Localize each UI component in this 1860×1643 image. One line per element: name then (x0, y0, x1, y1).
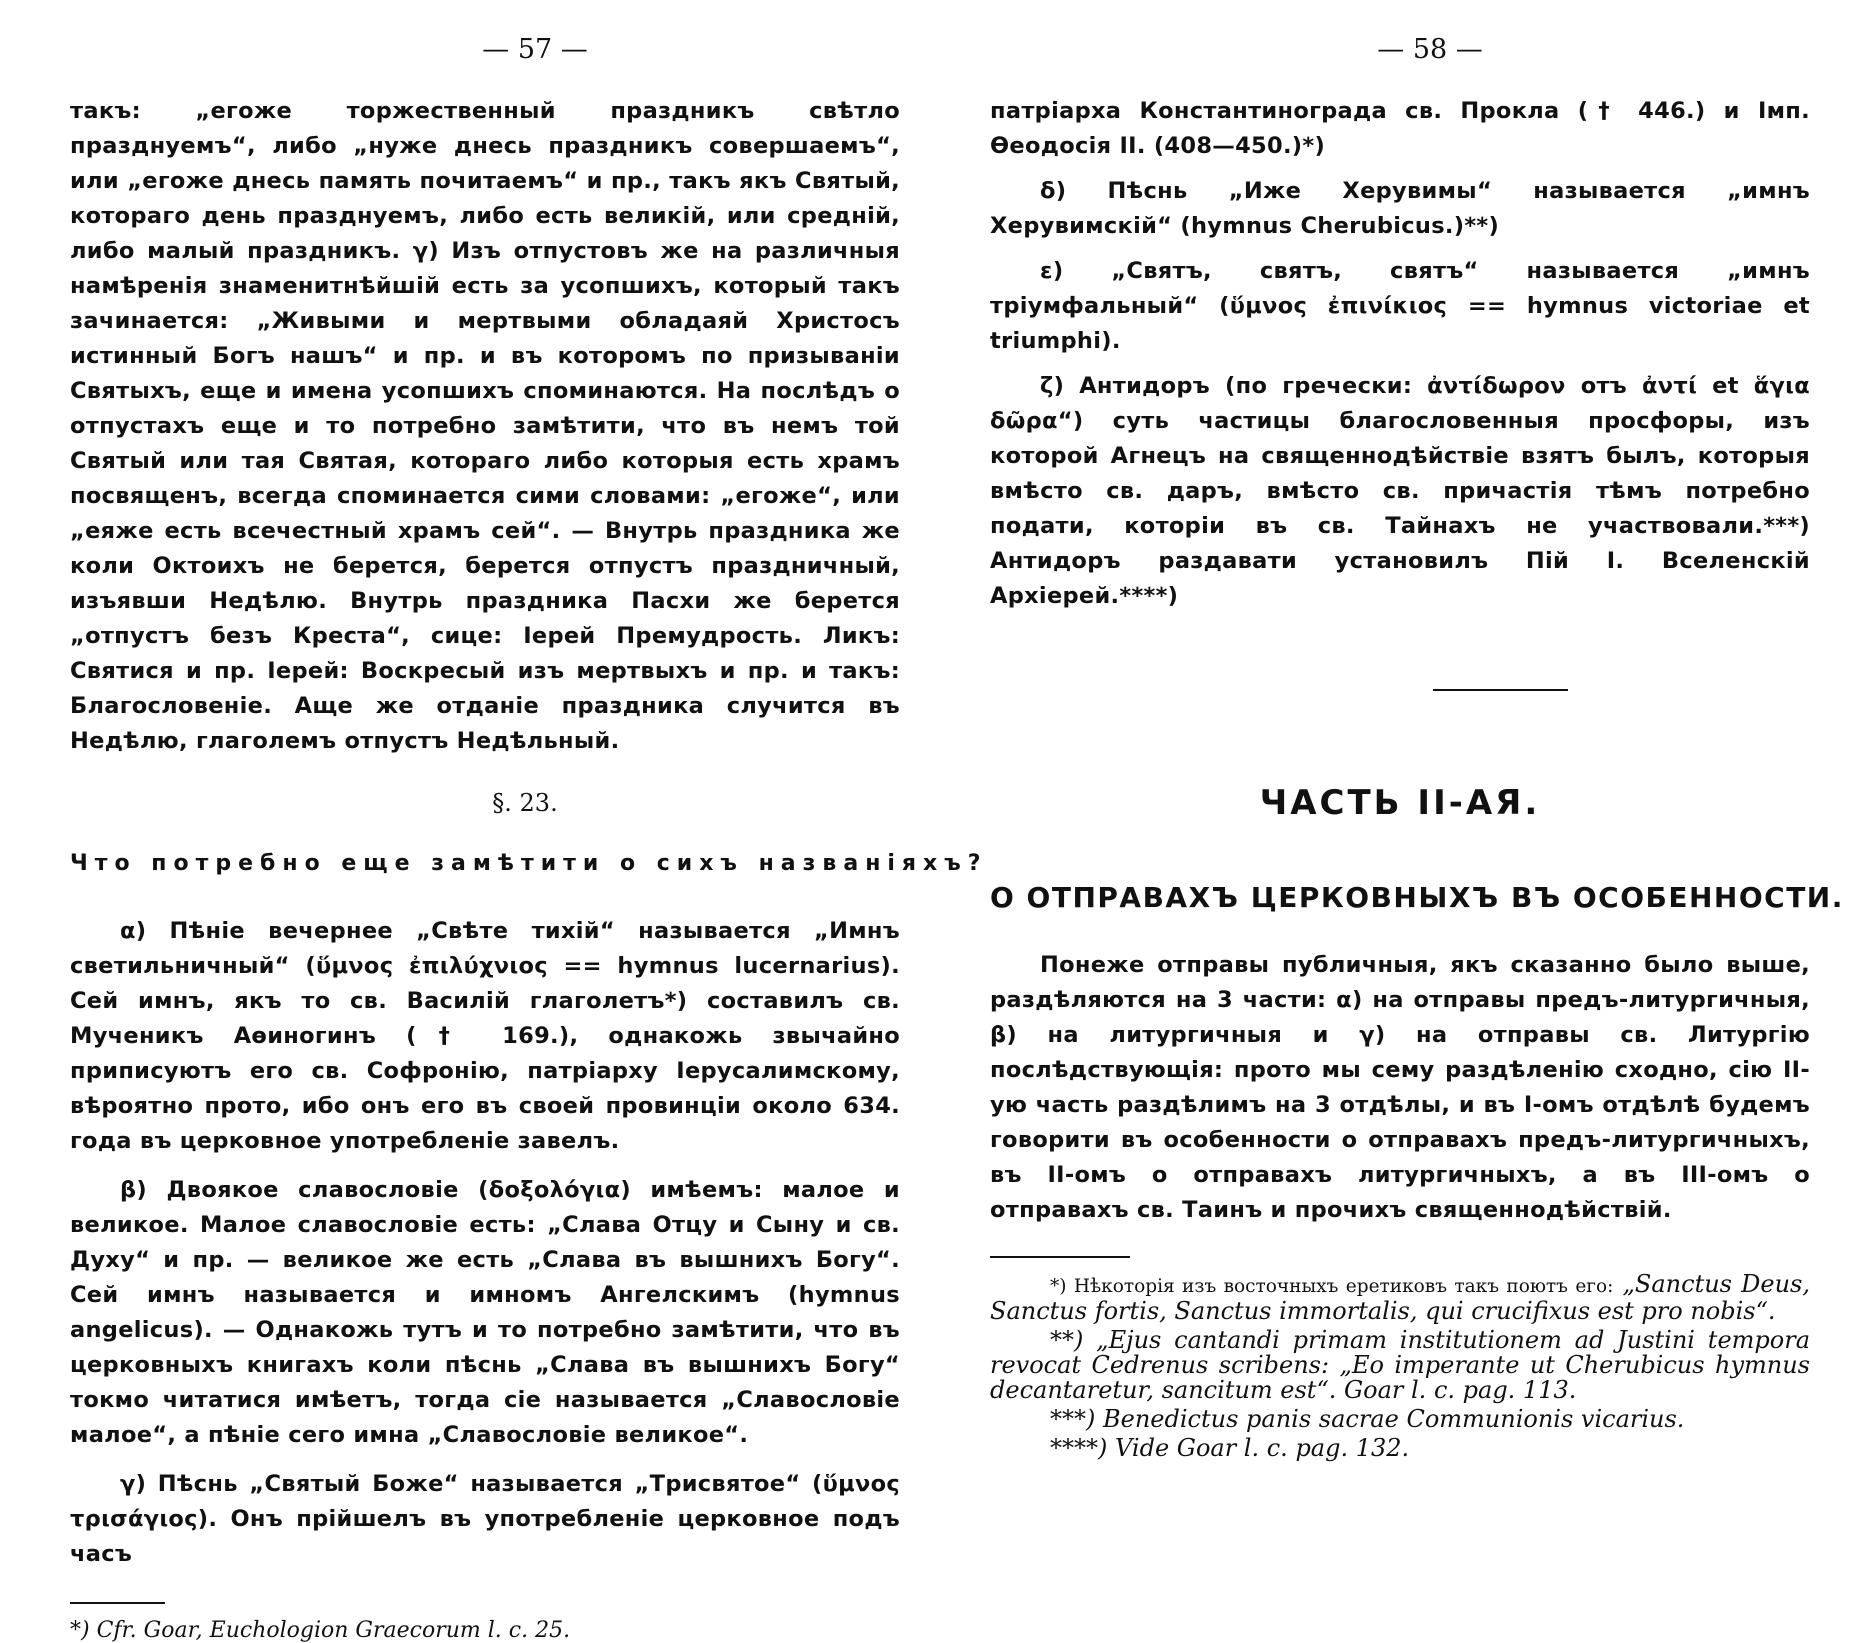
paragraph-gamma: γ) Пѣснь „Святый Боже“ называется „Трисвятое“ (ὕμνος τρισάγιος). Онъ прійшелъ въ употребленіе церковное подъ часъ (70, 1471, 900, 1567)
footnote-cut: *) Cfr. Goar, Euchologion Graecorum l. c. 25. (70, 1618, 571, 1643)
footnote-divider (70, 1602, 165, 1604)
paragraph-zeta: ζ) Антидоръ (по гречески: ἀντίδωρον отъ ἀντί et ἅγια δῶρα“) суть частицы благословенныя просфоры, изъ которой Агнецъ на священнодѣйствіе взятъ былъ, которыя вмѣсто св. даръ, вмѣсто св. причастія тѣмъ потребно подати, которіи въ св. Тайнахъ не участвовали.***) Антидоръ раздавати установилъ Пій І. Вселенскій Архіерей.****) (990, 373, 1810, 609)
section-question: Что потребно еще замѣтити о сихъ названіяхъ? (70, 851, 988, 876)
right-page-body (990, 94, 1810, 614)
footnote-3-text: ***) Benedictus panis sacrae Communionis vicarius. (1050, 1405, 1685, 1433)
part-title: ЧАСТЬ II-АЯ. (1259, 783, 1541, 823)
footnote-2-text: **) „Ejus cantandi primam institutionem ad Justini tempora revocat Cedrenus scribens: „Eo imperante ut Cherubicus hymnus decantaretur, sancitum est“. Goar l. c. pag. 113. (990, 1326, 1810, 1404)
section-mark: §. 23. (492, 789, 558, 817)
footnote-2 (990, 1328, 1810, 1403)
paragraph-beta: β) Двоякое славословіе (δοξολόγια) имѣемъ: малое и великое. Малое славословіе есть: „Слава Отцу и Сыну и св. Духу“ и пр. — великое же есть „Слава въ вышнихъ Богу“. Сей имнъ называется и имномъ Ангелскимъ (hymnus angelicus). — Однакожь тутъ и то потребно замѣтити, что въ церковныхъ книгахъ коли пѣснь „Слава въ вышнихъ Богу“ токмо читатися имѣетъ, тогда сіе называется „Славословіе малое“, а пѣніе сего имна „Славословіе великое“. (70, 1177, 900, 1448)
footnote-1-lead: *) Нѣкоторія изъ восточныхъ еретиковъ такъ поютъ его: (1050, 1276, 1614, 1297)
paragraph-delta: δ) Пѣснь „Иже Херувимы“ называется „имнъ Херувимскій“ (hymnus Cherubicus.)**) (990, 178, 1810, 239)
page-number-57: — 57 — (482, 34, 588, 65)
page-number-58: — 58 — (1377, 34, 1483, 65)
section-divider (1433, 689, 1568, 691)
footnote-3 (990, 1407, 1810, 1432)
footnotes (990, 1270, 1810, 1462)
footnote-1-text: „Sanctus Deus, Sanctus fortis, Sanctus immortalis, qui crucifixus est pro nobis“. (990, 1270, 1810, 1325)
left-page-body (70, 94, 988, 1643)
paragraph-epsilon: ε) „Святъ, святъ, святъ“ называется „имнъ тріумфальный“ (ὕμνος ἐπινίκιος == hymnus victoriae et triumphi). (990, 258, 1810, 354)
footnote-4 (990, 1434, 1810, 1462)
continuation-paragraph: патріарха Константинограда св. Прокла († 446.) и Імп. Ѳеодосія II. (408—450.)*) (990, 98, 1810, 159)
footnote-1 (990, 1272, 1810, 1324)
intro-paragraph: Понеже отправы публичныя, якъ сказанно было выше, раздѣляются на 3 части: α) на отправы предъ-литургичныя, β) на литургичныя и γ) на отправы св. Литургію послѣдствующія: прото мы сему раздѣленію сходно, сію II-ую часть раздѣлимъ на 3 отдѣлы, и въ I-омъ отдѣлѣ будемъ говорити въ особенности о отправахъ предъ-литургичныхъ, въ II-омъ о отправахъ литургичныхъ, а въ III-омъ о отправахъ св. Таинъ и прочихъ священнодѣйствій. (990, 952, 1810, 1223)
opening-paragraph: такъ: „егоже торжественный праздникъ свѣтло празднуемъ“, либо „нуже днесь праздникъ совершаемъ“, или „егоже днесь память почитаемъ“ и пр., такъ якъ Святый, котораго день празднуемъ, либо есть великій, или средній, либо малый праздникъ. γ) Изъ отпустовъ же на различныя намѣренія знаменитнѣйшій есть за усопшихъ, который такъ зачинается: „Живыми и мертвыми обладаяй Христосъ истинный Богъ нашъ“ и пр. и въ которомъ по призываніи Святыхъ, еще и имена усопшихъ споминаются. На послѣдъ о отпустахъ еще и то потребно замѣтити, что въ немъ той Святый или тая Святая, котораго либо которыя есть храмъ посвященъ, всегда споминается сими словами: „егоже“, или „еяже есть всечестный храмъ сей“. — Внутрь праздника же коли Октоихъ не берется, берется отпустъ праздничный, изъявши Недѣлю. Внутрь праздника Пасхи же берется „отпустъ безъ Креста“, сице: Іерей Премудрость. Ликъ: Святися и пр. Іерей: Воскресый изъ мертвыхъ и пр. и такъ: Благословеніе. Аще же отданіе праздника случится въ Недѣлю, глаголемъ отпустъ Недѣльный. (70, 98, 900, 754)
left-page (70, 0, 988, 1643)
right-page (990, 0, 1844, 1500)
paragraph-alpha: α) Пѣніе вечернее „Свѣте тихій“ называется „Имнъ светильничный“ (ὕμνος ἐπιλύχνιος == hymnus lucernarius). Сей имнъ, якъ то св. Василій глаголетъ*) составилъ св. Мученикъ Аѳиногинъ († 169.), однакожь звычайно приписуютъ его св. Софронію, патріарху Іерусалимскому, вѣроятно прото, ибо онъ его въ своей провинціи около 634. года въ церковное употребленіе завелъ. (70, 918, 900, 1154)
footnote-4-text: ****) Vide Goar l. c. pag. 132. (1050, 1434, 1410, 1462)
chapter-title: О ОТПРАВАХЪ ЦЕРКОВНЫХЪ ВЪ ОСОБЕННОСТИ. (990, 881, 1844, 914)
paragraph-list (70, 914, 900, 1572)
footnote-divider (990, 1256, 1130, 1258)
